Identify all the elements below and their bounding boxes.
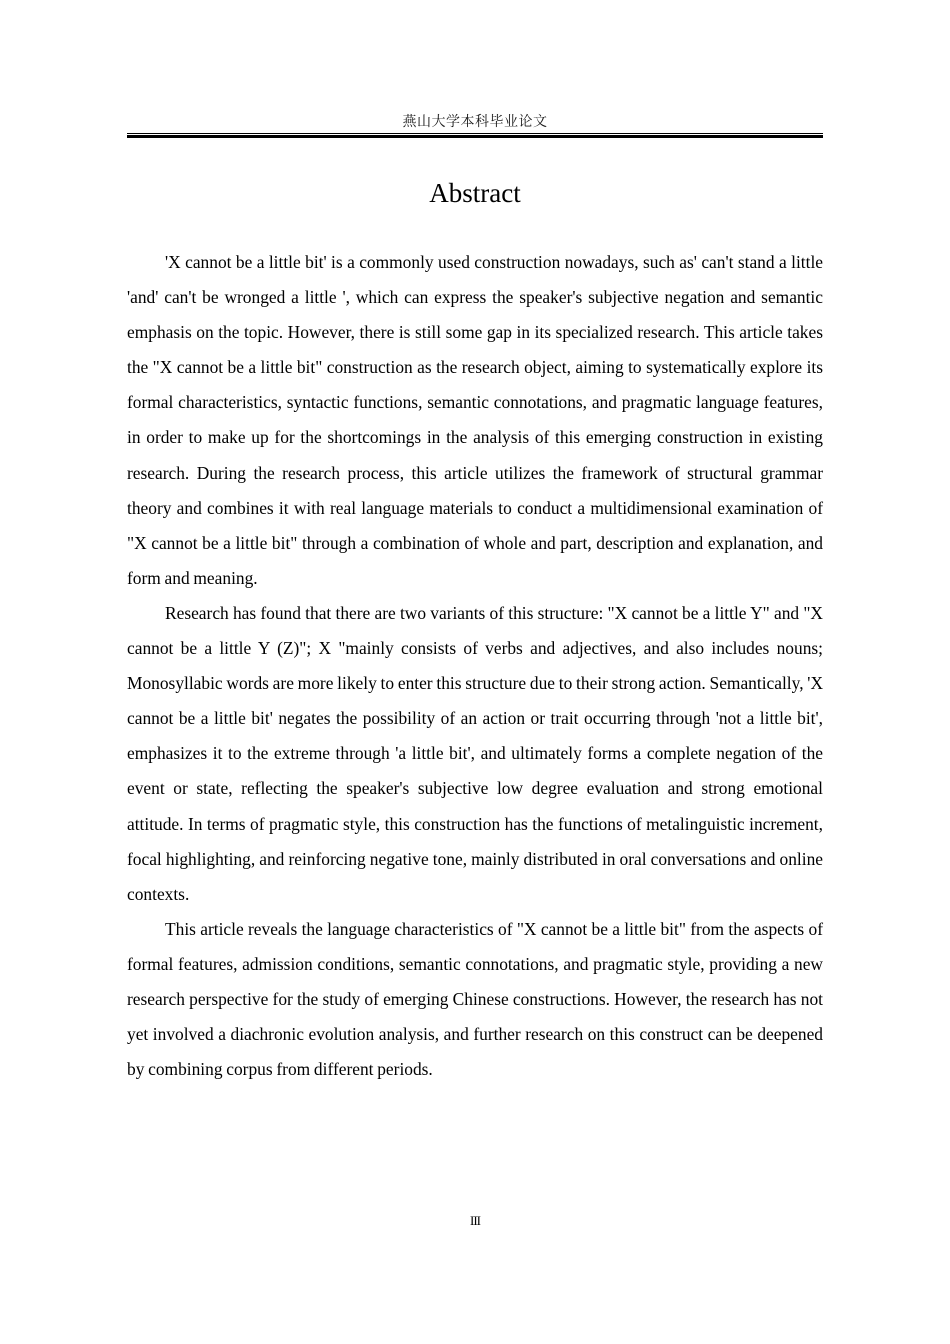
abstract-body: [127, 245, 823, 1087]
paragraph-2: Research has found that there are two variants of this structure: "X cannot be a little Y" and "X cannot be a little Y (Z)"; X "mainly consists of verbs and adjectives, and also includes nouns; Monosyllabic words are more likely to enter this structure due to their strong action. Semantically, 'X cannot be a little bit' negates the possibility of an action or trait occurring through 'not a little bit', emphasizes it to the extreme through 'a little bit', and ultimately forms a complete negation of the event or state, reflecting the speaker's subjective low degree evaluation and strong emotional attitude. In terms of pragmatic style, this construction has the functions of metalinguistic increment, focal highlighting, and reinforcing negative tone, mainly distributed in oral conversations and online contexts.: [127, 602, 823, 904]
paragraph-1: 'X cannot be a little bit' is a commonly used construction nowadays, such as' can't stand a little 'and' can't be wronged a little ', which can express the speaker's subjective negation and semantic emphasis on the topic. However, there is still some gap in its specialized research. This article takes the "X cannot be a little bit" construction as the research object, aiming to systematically explore its formal characteristics, syntactic functions, semantic connotations, and pragmatic language features, in order to make up for the shortcomings in the analysis of this emerging construction in existing research. During the research process, this article utilizes the framework of structural grammar theory and combines it with real language materials to conduct a multidimensional examination of "X cannot be a little bit" through a combination of whole and part, description and explanation, and form and meaning.: [127, 252, 823, 588]
page-number: III: [470, 1213, 480, 1228]
running-header: 燕山大学本科毕业论文: [402, 114, 548, 130]
section-title: Abstract: [429, 178, 521, 208]
paragraph-3: This article reveals the language characteristics of "X cannot be a little bit" from the aspects of formal features, admission conditions, semantic connotations, and pragmatic style, providing a new research perspective for the study of emerging Chinese constructions. However, the research has not yet involved a diachronic evolution analysis, and further research on this construct can be deepened by combining corpus from different periods.: [127, 918, 823, 1080]
header-rule-thick: [127, 135, 823, 138]
header-rule-thin: [127, 133, 823, 134]
